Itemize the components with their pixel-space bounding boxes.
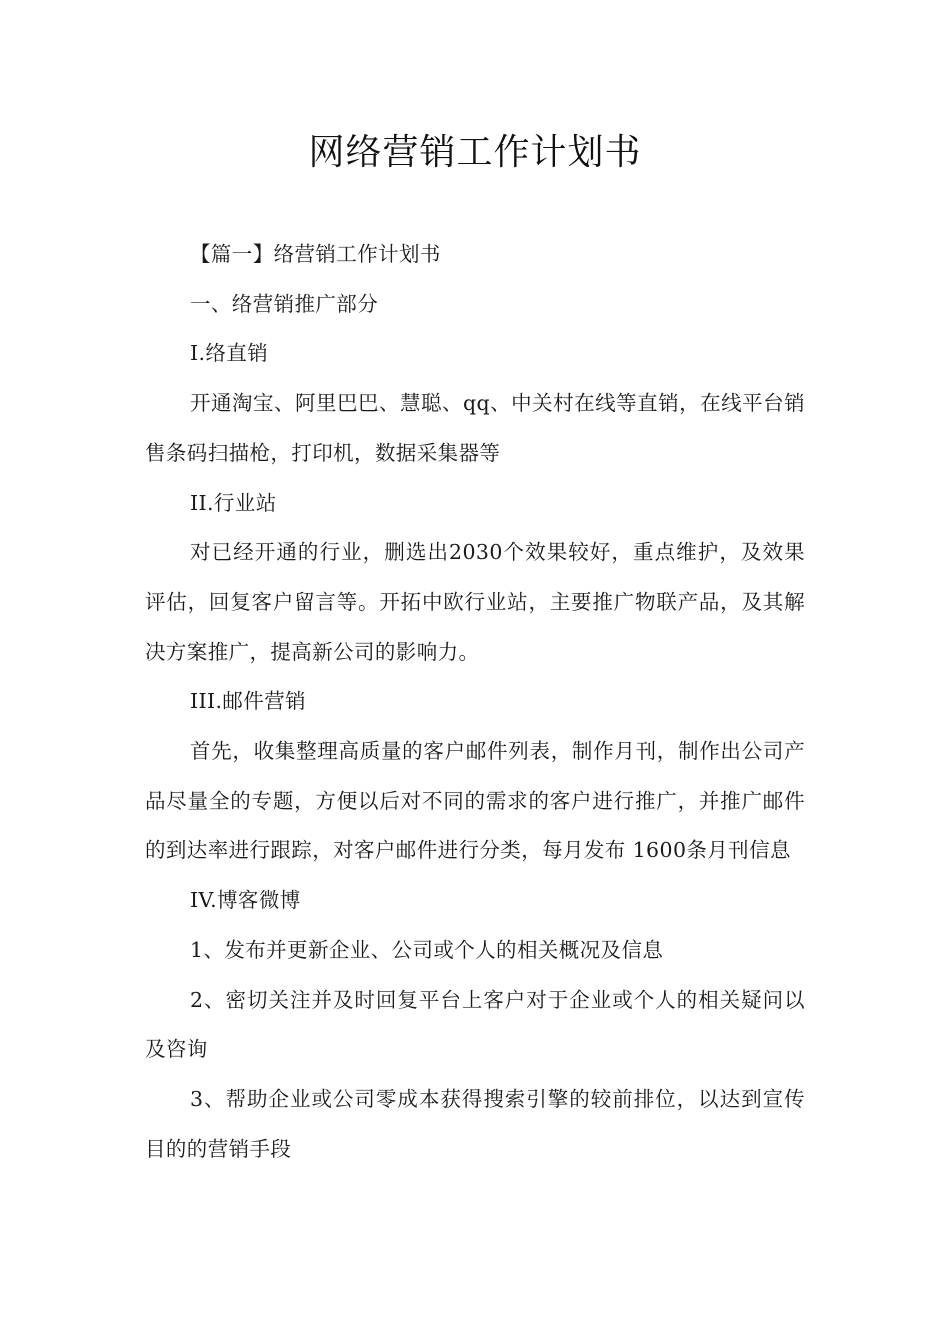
subheading-direct-sales: I.络直销: [190, 341, 269, 366]
document-body: [145, 230, 805, 1174]
section-heading-promotion: 一、络营销推广部分: [190, 291, 379, 316]
subheading-industry-sites: II.行业站: [190, 490, 277, 515]
subheading-email-marketing: III.邮件营销: [190, 689, 307, 714]
document-title: 网络营销工作计划书: [308, 132, 642, 173]
section-heading-part-one: 【篇一】络营销工作计划书: [190, 242, 441, 266]
list-item-blog-1: 1、发布并更新企业、公司或个人的相关概况及信息: [190, 937, 664, 962]
paragraph-email-marketing: 首先，收集整理高质量的客户邮件列表，制作月刊，制作出公司产品尽量全的专题，方便以后对不同的需求的客户进行推广，并推广邮件的到达率进行跟踪，对客户邮件进行分类，每月发布 1600条月刊信息: [145, 739, 805, 863]
list-item-blog-3: 3、帮助企业或公司零成本获得搜索引擎的较前排位，以达到宣传目的的营销手段: [145, 1086, 805, 1161]
paragraph-industry-sites: 对已经开通的行业，删选出2030个效果较好，重点维护，及效果评估，回复客户留言等。开拓中欧行业站，主要推广物联产品，及其解决方案推广，提高新公司的影响力。: [145, 540, 805, 664]
paragraph-direct-sales: 开通淘宝、阿里巴巴、慧聪、qq、中关村在线等直销，在线平台销售条码扫描枪，打印机，数据采集器等: [145, 391, 805, 465]
list-item-blog-2: 2、密切关注并及时回复平台上客户对于企业或个人的相关疑问以及咨询: [145, 987, 805, 1062]
subheading-blog-weibo: IV.博客微博: [190, 888, 301, 913]
